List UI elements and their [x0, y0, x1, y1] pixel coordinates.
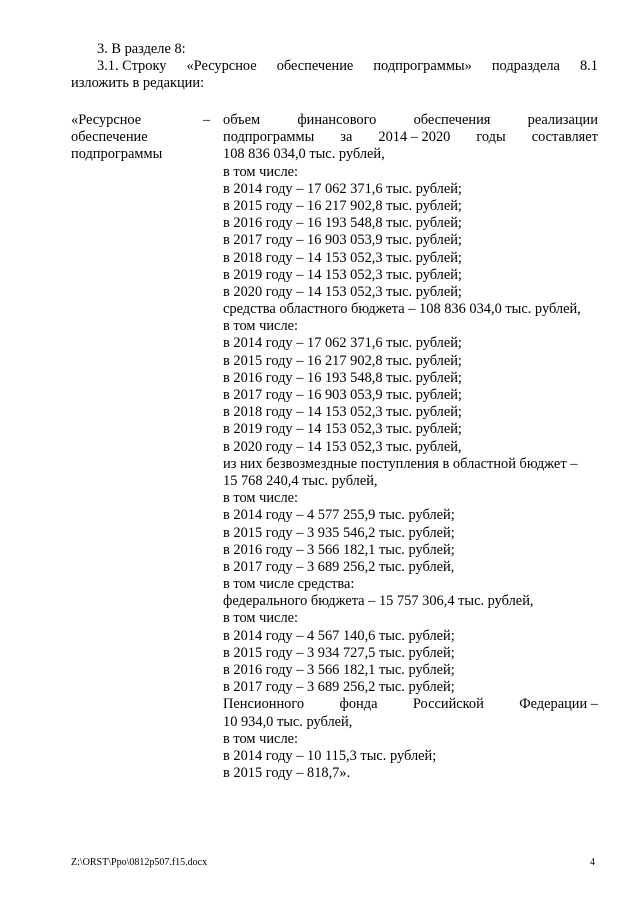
content-line: в том числе: [223, 490, 299, 507]
row-content [223, 112, 598, 782]
content-line: в 2014 году – 4 567 140,6 тыс. рублей; [223, 627, 455, 644]
content-line: в 2017 году – 3 689 256,2 тыс. рублей; [223, 679, 455, 696]
content-line: в 2016 году – 16 193 548,8 тыс. рублей; [223, 215, 462, 232]
content-line: в 2015 году – 818,7». [223, 765, 351, 782]
content-line: 15 768 240,4 тыс. рублей, [223, 472, 378, 489]
content-line: 10 934,0 тыс. рублей, [223, 713, 353, 730]
content-line: в 2017 году – 3 689 256,2 тыс. рублей, [223, 558, 455, 575]
content-line: в 2019 году – 14 153 052,3 тыс. рублей; [223, 266, 462, 283]
content-line: в том числе средства: [223, 576, 355, 593]
content-line: в том числе: [223, 730, 299, 747]
content-line: подпрограммы за 2014 – 2020 годы составляет [223, 129, 598, 146]
content-line: в 2016 году – 3 566 182,1 тыс. рублей; [223, 662, 455, 678]
content-line: в 2020 году – 14 153 052,3 тыс. рублей; [223, 283, 462, 300]
content-line: средства областного бюджета – 108 836 034,0 тыс. рублей, [223, 301, 581, 318]
intro-paragraph-line: 3.1. Строку «Ресурсное обеспечение подпрограммы» подраздела 8.1 [97, 58, 598, 74]
row-label: «Ресурсное обеспечение подпрограммы [71, 112, 163, 162]
content-line: в 2015 году – 16 217 902,8 тыс. рублей; [223, 197, 462, 214]
content-line: федерального бюджета – 15 757 306,4 тыс. рублей, [223, 593, 534, 610]
intro-paragraph-end: изложить в редакции: [71, 75, 205, 91]
content-line: в 2020 году – 14 153 052,3 тыс. рублей, [223, 438, 462, 455]
content-line: объем финансового обеспечения реализации [223, 112, 598, 128]
content-line: в 2015 году – 3 935 546,2 тыс. рублей; [223, 524, 455, 541]
content-line: в 2014 году – 17 062 371,6 тыс. рублей; [223, 180, 462, 197]
section-heading: 3. В разделе 8: [97, 41, 186, 57]
content-line: в 2019 году – 14 153 052,3 тыс. рублей; [223, 421, 462, 438]
content-line: в 2014 году – 4 577 255,9 тыс. рублей; [223, 507, 455, 524]
content-line: в 2018 году – 14 153 052,3 тыс. рублей; [223, 404, 462, 421]
content-line: 108 836 034,0 тыс. рублей, [223, 146, 385, 163]
content-line: в том числе: [223, 610, 299, 627]
content-line: в том числе: [223, 318, 299, 335]
content-line: в 2014 году – 17 062 371,6 тыс. рублей; [223, 335, 462, 352]
label-dash: – [203, 112, 211, 128]
content-line: из них безвозмездные поступления в областной бюджет – [223, 455, 578, 472]
content-line: Пенсионного фонда Российской Федерации – [223, 696, 598, 713]
footer-file-path: Z:\ORST\Ppo\0812p507.f15.docx [71, 857, 208, 868]
content-line: в 2017 году – 16 903 053,9 тыс. рублей; [223, 387, 462, 403]
content-line: в том числе: [223, 163, 299, 180]
content-line: в 2016 году – 3 566 182,1 тыс. рублей; [223, 541, 455, 558]
content-line: в 2017 году – 16 903 053,9 тыс. рублей; [223, 232, 462, 249]
content-line: в 2016 году – 16 193 548,8 тыс. рублей; [223, 369, 462, 386]
content-line: в 2014 году – 10 115,3 тыс. рублей; [223, 747, 437, 764]
page-number: 4 [590, 857, 595, 868]
content-line: в 2015 году – 16 217 902,8 тыс. рублей; [223, 352, 462, 369]
content-line: в 2015 году – 3 934 727,5 тыс. рублей; [223, 644, 455, 661]
content-line: в 2018 году – 14 153 052,3 тыс. рублей; [223, 249, 462, 266]
